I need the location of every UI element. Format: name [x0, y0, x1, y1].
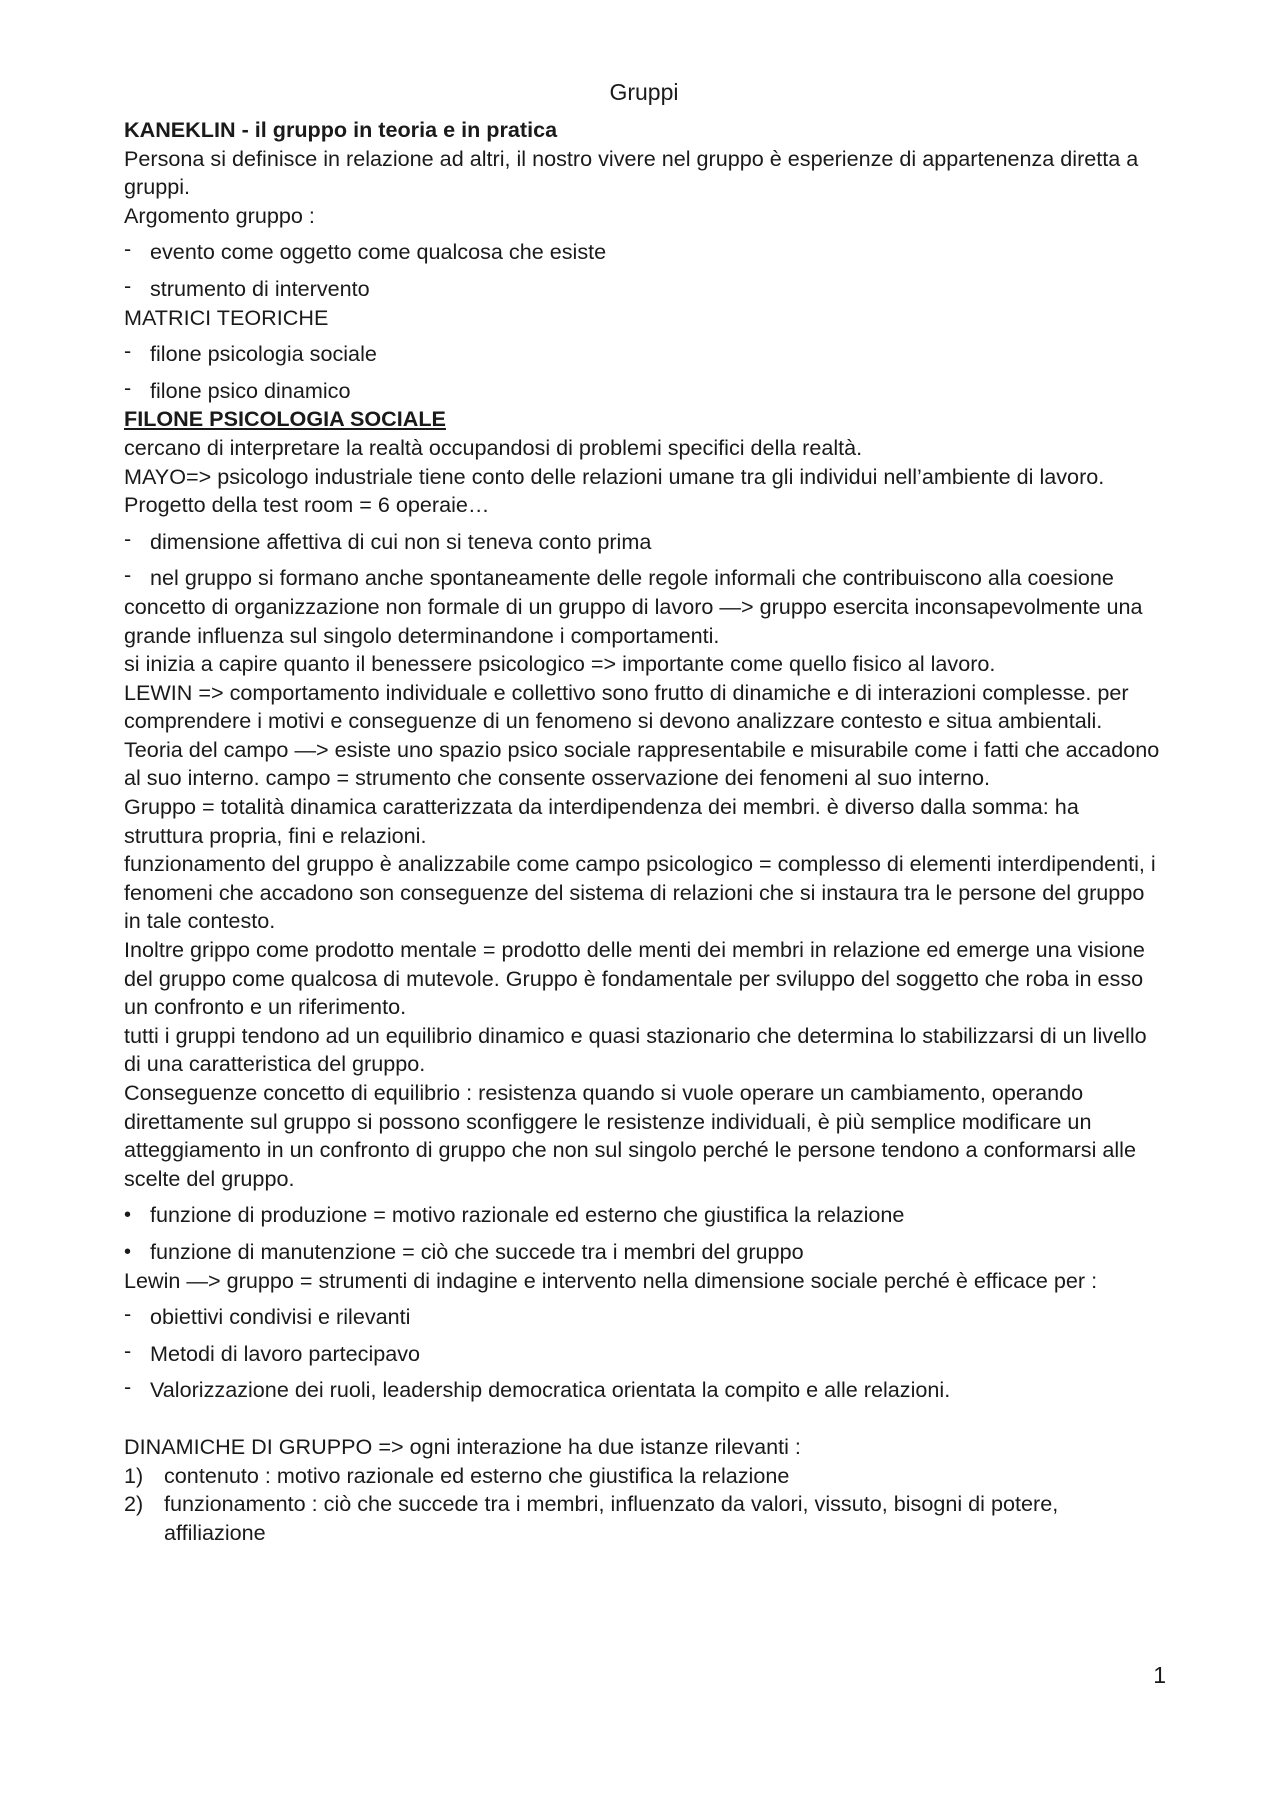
dash-marker: -	[124, 562, 132, 588]
list-item: - filone psicologia sociale	[124, 338, 377, 367]
spacer	[124, 1405, 1164, 1433]
paragraph: Conseguenze concetto di equilibrio : resistenza quando si vuole operare un cambiamento, operando direttamente sul gruppo si possono sconfiggere le resistenze individuali, è più semplice modificare un atteggiamento in un confronto di gruppo che non sul singolo perché le persone tendono a conformarsi alle scelte del gruppo.	[124, 1080, 1136, 1191]
paragraph: LEWIN => comportamento individuale e collettivo sono frutto di dinamiche e di interazioni complesse. per comprendere i motivi e conseguenze di un fenomeno si devono analizzare contesto e situa ambientali.	[124, 679, 1129, 734]
paragraph: Inoltre grippo come prodotto mentale = prodotto delle menti dei membri in relazione ed emerge una visione del gruppo come qualcosa di mutevole. Gruppo è fondamentale per sviluppo del soggetto che roba in esso un confronto e un riferimento.	[124, 937, 1145, 1020]
paragraph: MAYO=> psicologo industriale tiene conto delle relazioni umane tra gli individui nell’ambiente di lavoro. Progetto della test room = 6 operaie…	[124, 463, 1105, 518]
dash-marker: -	[124, 1374, 132, 1400]
paragraph: Persona si definisce in relazione ad altri, il nostro vivere nel gruppo è esperienze di appartenenza diretta a gruppi.	[124, 145, 1139, 200]
paragraph: Argomento gruppo :	[124, 202, 315, 228]
paragraph: cercano di interpretare la realtà occupandosi di problemi specifici della realtà.	[124, 434, 863, 460]
dash-marker: -	[124, 1301, 132, 1327]
paragraph: Teoria del campo —> esiste uno spazio psico sociale rappresentabile e misurabile come i fatti che accadono al suo interno. campo = strumento che consente osservazione dei fenomeni al suo interno.	[124, 736, 1160, 791]
numbered-item: 1) contenuto : motivo razionale ed esterno che giustifica la relazione	[124, 1462, 1164, 1491]
paragraph: concetto di organizzazione non formale di un gruppo di lavoro —> gruppo esercita inconsapevolmente una grande influenza sul singolo determinandone i comportamenti.	[124, 593, 1143, 648]
paragraph: tutti i gruppi tendono ad un equilibrio dinamico e quasi stazionario che determina lo stabilizzarsi di un livello di una caratteristica del gruppo.	[124, 1022, 1147, 1077]
numbered-item: 2) funzionamento : ciò che succede tra i membri, influenzato da valori, vissuto, bisogni di potere, affiliazione	[124, 1491, 1059, 1545]
list-item: - Valorizzazione dei ruoli, leadership democratica orientata la compito e alle relazioni.	[124, 1374, 951, 1403]
list-item: - strumento di intervento	[124, 272, 370, 301]
paragraph: Gruppo = totalità dinamica caratterizzata da interdipendenza dei membri. è diverso dalla somma: ha struttura propria, fini e relazioni.	[124, 794, 1079, 848]
list-item: - filone psico dinamico	[124, 374, 351, 403]
dash-marker: -	[124, 338, 132, 364]
list-item: - evento come oggetto come qualcosa che esiste	[124, 236, 607, 265]
bullet-marker: •	[124, 1204, 132, 1227]
number-marker: 2)	[124, 1491, 144, 1517]
dash-marker: -	[124, 272, 132, 298]
dash-marker: -	[124, 236, 132, 262]
dash-marker: -	[124, 525, 132, 551]
paragraph: si inizia a capire quanto il benessere psicologico => importante come quello fisico al lavoro.	[124, 651, 996, 677]
paragraph: funzionamento del gruppo è analizzabile come campo psicologico = complesso di elementi interdipendenti, i fenomeni che accadono son conseguenze del sistema di relazioni che si instaura tra le persone del gruppo in tale contesto.	[124, 851, 1156, 934]
list-item: - Metodi di lavoro partecipavo	[124, 1337, 421, 1366]
document-page	[124, 78, 1164, 1547]
paragraph: MATRICI TEORICHE	[124, 304, 329, 330]
page-number: 1	[1153, 1662, 1166, 1688]
heading: KANEKLIN - il gruppo in teoria e in pratica	[124, 117, 558, 142]
paragraph: Lewin —> gruppo = strumenti di indagine e intervento nella dimensione sociale perché è efficace per :	[124, 1267, 1098, 1293]
list-item: - nel gruppo si formano anche spontaneamente delle regole informali che contribuiscono alla coesione	[124, 562, 1114, 591]
number-marker: 1)	[124, 1462, 144, 1488]
dash-marker: -	[124, 374, 132, 400]
dash-marker: -	[124, 1337, 132, 1363]
paragraph: DINAMICHE DI GRUPPO => ogni interazione ha due istanze rilevanti :	[124, 1433, 801, 1459]
page-title: Gruppi	[609, 79, 679, 105]
list-item: - obiettivi condivisi e rilevanti	[124, 1301, 411, 1330]
section-heading: FILONE PSICOLOGIA SOCIALE	[124, 406, 446, 432]
list-item: - dimensione affettiva di cui non si teneva conto prima	[124, 525, 652, 554]
list-item: • funzione di produzione = motivo razionale ed esterno che giustifica la relazione	[124, 1201, 1164, 1230]
bullet-marker: •	[124, 1240, 132, 1263]
list-item: • funzione di manutenzione = ciò che succede tra i membri del gruppo	[124, 1238, 1164, 1267]
